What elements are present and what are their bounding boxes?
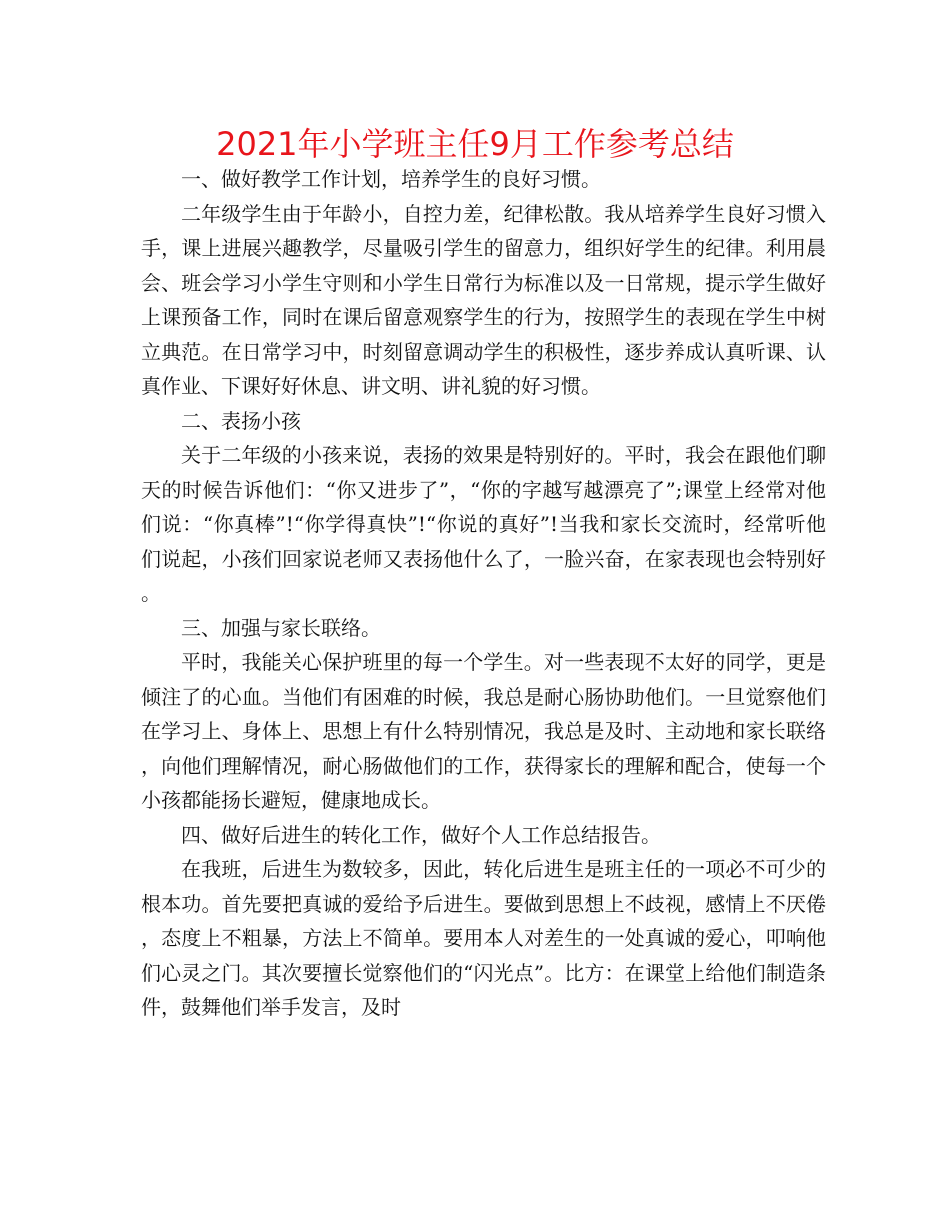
document-body <box>141 162 826 1025</box>
document-title: 2021年小学班主任9月工作参考总结 <box>216 125 734 163</box>
section-heading-3: 三、加强与家长联络。 <box>181 615 381 640</box>
paragraph-2: 关于二年级的小孩来说，表扬的效果是特别好的。平时，我会在跟他们聊天的时候告诉他们：“你又进步了”，“你的字越写越漂亮了”;课堂上经常对他们说：“你真棒”!“你学得真快”!“你说的真好”!当我和家长交流时，经常听他们说起，小孩们回家说老师又表扬他什么了，一脸兴奋，在家表现也会特别好。 <box>141 443 826 605</box>
paragraph-3: 平时，我能关心保护班里的每一个学生。对一些表现不太好的同学，更是倾注了的心血。当他们有困难的时候，我总是耐心肠协助他们。一旦觉察他们在学习上、身体上、思想上有什么特别情况，我总是及时、主动地和家长联络，向他们理解情况，耐心肠做他们的工作，获得家长的理解和配合，使每一个小孩都能扬长避短，健康地成长。 <box>141 650 826 812</box>
paragraph-1: 二年级学生由于年龄小，自控力差，纪律松散。我从培养学生良好习惯入手，课上进展兴趣教学，尽量吸引学生的留意力，组织好学生的纪律。利用晨会、班会学习小学生守则和小学生日常行为标准以及一日常规，提示学生做好上课预备工作，同时在课后留意观察学生的行为，按照学生的表现在学生中树立典范。在日常学习中，时刻留意调动学生的积极性，逐步养成认真听课、认真作业、下课好好休息、讲文明、讲礼貌的好习惯。 <box>141 201 826 398</box>
section-heading-4: 四、做好后进生的转化工作，做好个人工作总结报告。 <box>181 822 661 847</box>
paragraph-4: 在我班，后进生为数较多，因此，转化后进生是班主任的一项必不可少的根本功。首先要把真诚的爱给予后进生。要做到思想上不歧视，感情上不厌倦，态度上不粗暴，方法上不简单。要用本人对差生的一处真诚的爱心，叩响他们心灵之门。其次要擅长觉察他们的“闪光点”。比方：在课堂上给他们制造条件，鼓舞他们举手发言，及时 <box>141 857 826 1019</box>
section-heading-2: 二、表扬小孩 <box>181 408 301 433</box>
section-heading-1: 一、做好教学工作计划，培养学生的良好习惯。 <box>181 167 601 191</box>
